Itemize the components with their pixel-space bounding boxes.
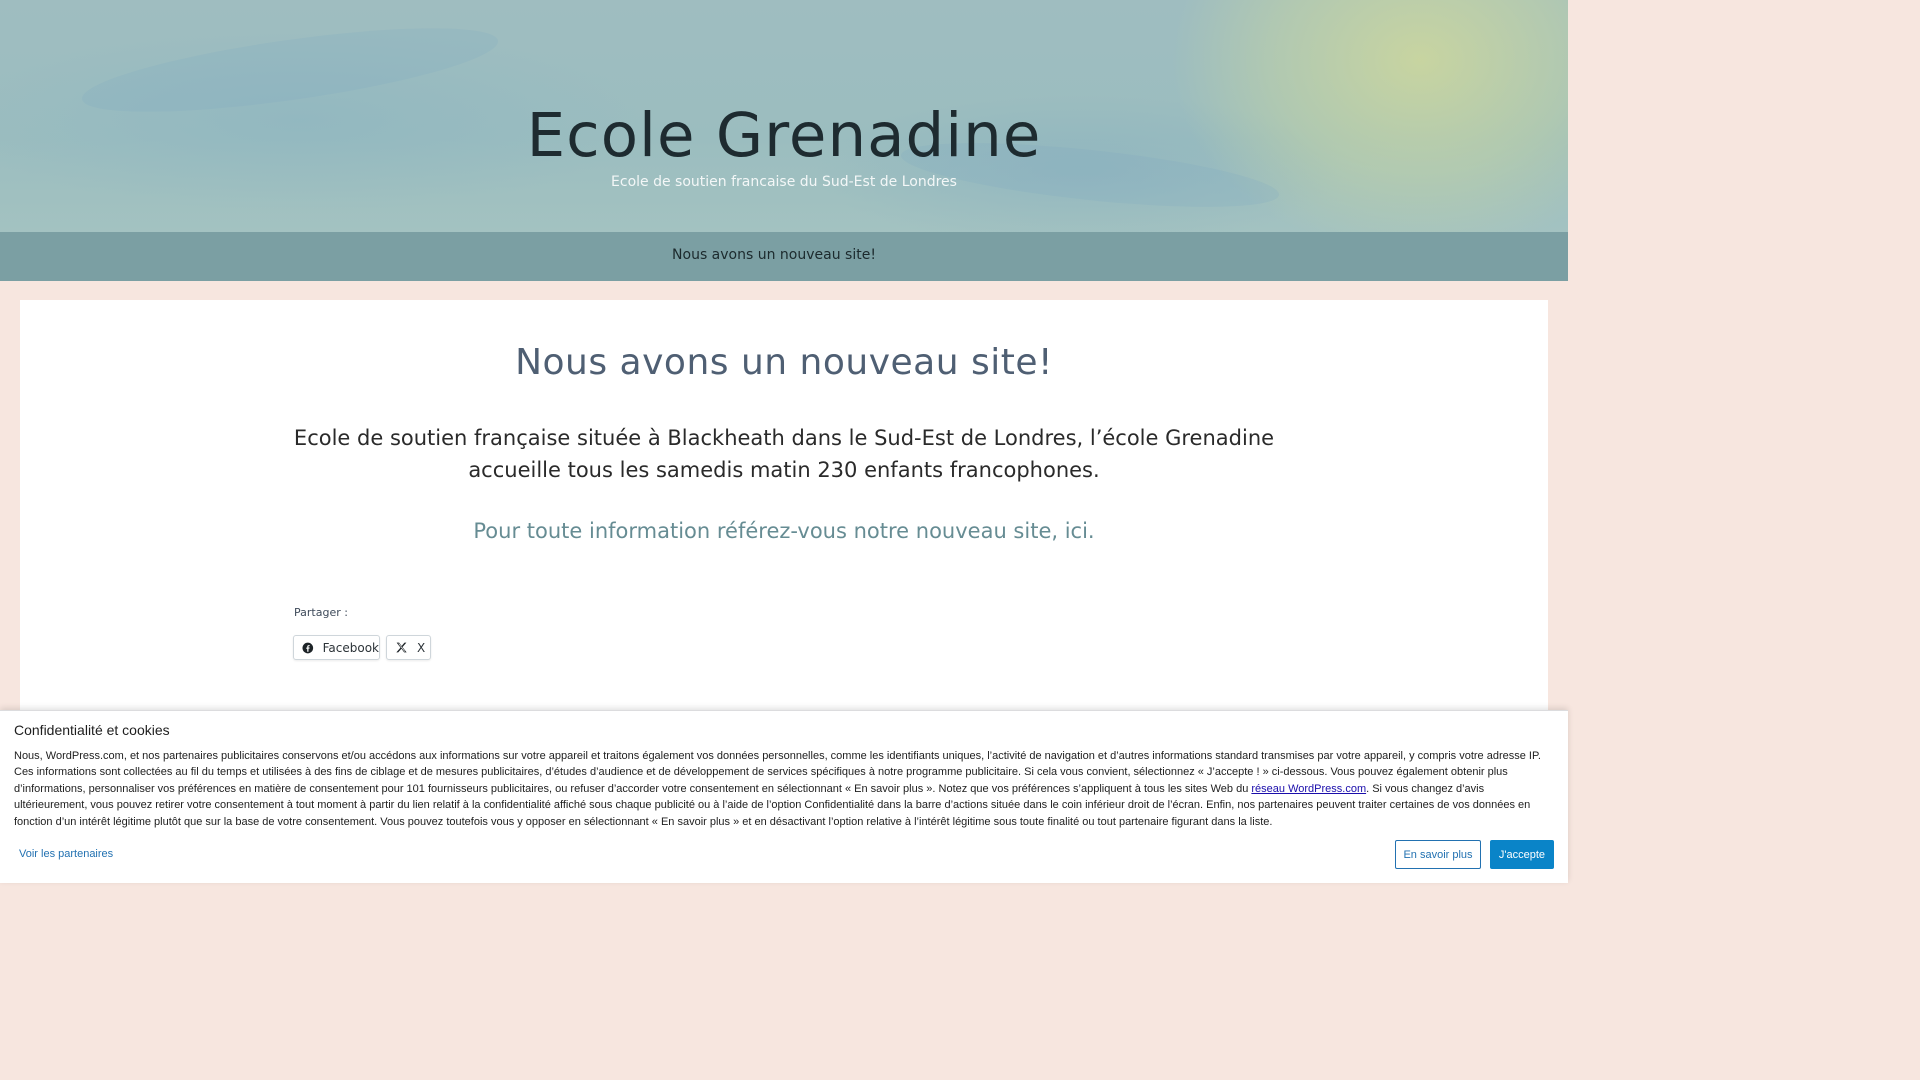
site-header [0,0,1568,232]
share-x-button[interactable] [386,635,431,660]
post-title: Nous avons un nouveau site! [515,342,1053,383]
facebook-icon [302,641,314,655]
share-label: Partager : [294,606,348,619]
share-x-label: X [417,640,426,655]
accept-button[interactable]: J'accepte [1490,840,1554,869]
view-partners-link[interactable]: Voir les partenaires [19,848,114,860]
wordpress-network-link[interactable]: réseau WordPress.com [1251,782,1367,795]
cookie-text-part2: . Si vous changez d’avis ultérieurement, vous pouvez retirer votre consentement à tout moment à partir du lien relatif à la confidentialité affiché sous chaque publicité ou à l’aide de l’option Confidentialité dans la barre d’actions située dans le coin inférieur droit de l’écran. Enfin, nos partenaires peuvent traiter certaines de vos données en fonction d’un intérêt légitime plutôt que sur la base de votre consentement. Vous pouvez toutefois vous y opposer en sélectionnant « En savoir plus » et en désactivant l’option relative à l’intérêt légitime sous toute finalité ou tout partenaire figurant dans la liste. [14,782,1531,828]
cookie-title: Confidentialité et cookies [14,722,170,738]
post-body: Ecole de soutien française située à Blackheath dans le Sud-Est de Londres, l’école Grenadine accueille tous les samedis matin 230 enfants francophones. [293,426,1275,482]
x-icon [395,641,408,654]
cookie-consent-banner [0,710,1568,883]
learn-more-button[interactable]: En savoir plus [1395,840,1481,869]
share-facebook-button[interactable] [293,635,380,660]
cookie-text [14,748,1554,830]
nav-item-nouveau-site[interactable]: Nous avons un nouveau site! [672,247,876,263]
share-facebook-label: Facebook [322,640,379,655]
site-tagline: Ecole de soutien francaise du Sud-Est de Londres [611,174,957,190]
main-navigation [0,232,1568,281]
post-card [20,300,1548,730]
cookie-text-part1: Nous, WordPress.com, et nos partenaires publicitaires conservons et/ou accédons aux informations sur votre appareil et traitons également vos données personnelles, comme les identifiants uniques, l’activité de navigation et d’autres informations standard transmises par votre appareil, y compris votre adresse IP. Ces informations sont collectées au fil du temps et utilisées à des fins de ciblage et de mesures publicitaires, d’études d’audience et de développement de services spécifiques à notre programme publicitaire. Si cela vous convient, sélectionnez « J’accepte ! » ci-dessous. Vous pouvez également obtenir plus d’informations, personnaliser vos préférences en matière de consentement pour 101 fournisseurs publicitaires, ou refuser d’accorder votre consentement en sélectionnant « En savoir plus ». Notez que vos préférences s’appliquent à tous les sites Web du [14,750,1541,795]
site-title[interactable]: Ecole Grenadine [526,100,1042,171]
post-link[interactable]: Pour toute information référez-vous notre nouveau site, ici. [473,519,1095,543]
